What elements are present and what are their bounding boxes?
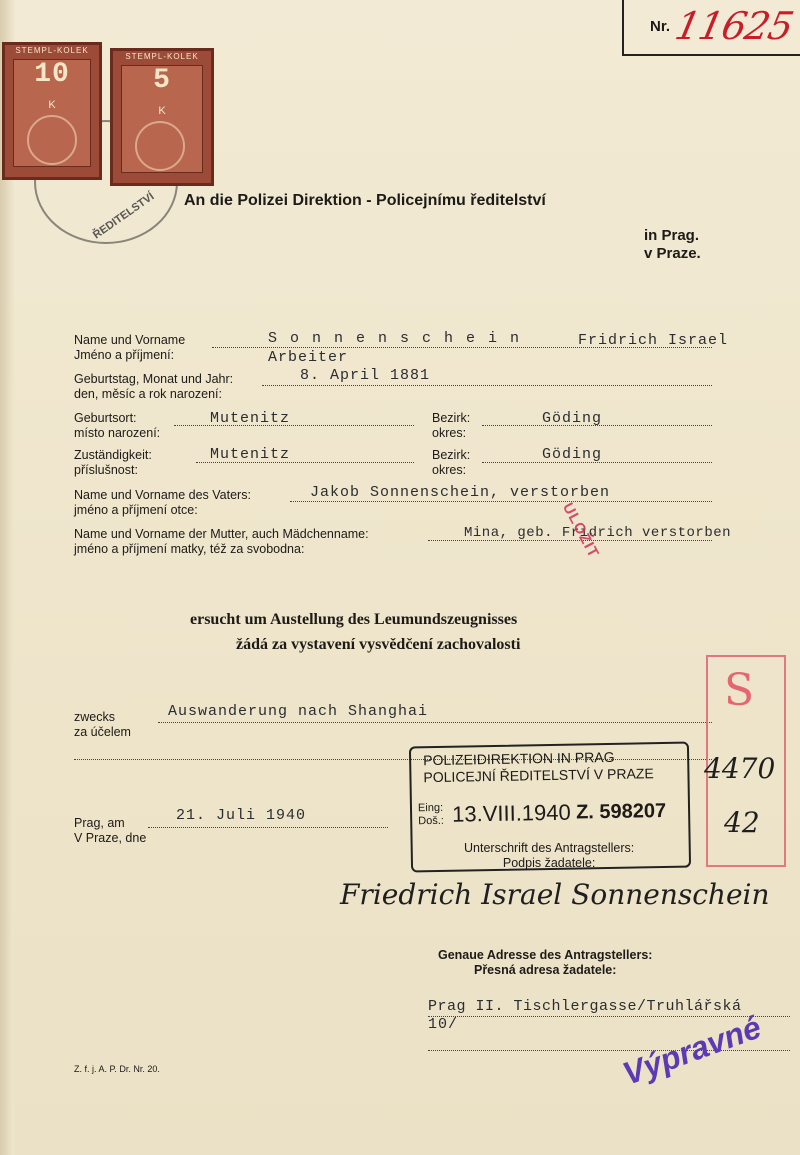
name-forename: Fridrich Israel	[578, 332, 729, 349]
stamp-unit: K	[48, 99, 56, 111]
domicile-district-label: Bezirk: okres:	[432, 448, 471, 477]
place-date-value: 21. Juli 1940	[176, 807, 307, 824]
police-stamp-eing: Eing: Doš.:	[417, 801, 445, 828]
revenue-stamp-10	[2, 42, 102, 180]
father-value: Jakob Sonnenschein, verstorben	[310, 484, 611, 501]
heading-city-de: in Prag.	[644, 227, 700, 244]
birth-value: 8. April 1881	[300, 367, 431, 384]
mother-value: Mina, geb. Fridrich verstorben	[464, 525, 732, 541]
police-stamp-number: Z. 598207	[575, 799, 667, 824]
birthplace-district-label: Bezirk: okres:	[432, 411, 471, 440]
stamp-value: 10	[34, 59, 70, 90]
name-label: Name und Vorname Jméno a příjmení:	[74, 333, 186, 362]
heading-addressee: An die Polizei Direktion - Policejnímu ředitelství	[184, 192, 546, 209]
form-code: Z. f. j. A. P. Dr. Nr. 20.	[74, 1064, 160, 1074]
stamp-seal-icon	[135, 121, 185, 171]
stamp-seal-icon	[27, 115, 77, 165]
stamp-header: STEMPL-KOLEK	[15, 46, 89, 55]
diagonal-stamp: ULOŽIT	[558, 500, 603, 562]
address-value-2: 10/	[428, 1016, 459, 1033]
number-label: Nr.	[650, 18, 671, 35]
vypravne-stamp: Výpravné	[618, 1008, 766, 1092]
signature-label: Unterschrift des Antragstellers: Podpis žadatele:	[464, 841, 635, 870]
stamp-value: 5	[153, 65, 171, 96]
birth-line	[262, 385, 712, 386]
mother-label: Name und Vorname der Mutter, auch Mädchenname: jméno a příjmení matky, též za svobodna:	[74, 527, 369, 556]
name-surname: Sonnenschein	[268, 330, 533, 347]
police-stamp-date: 13.VIII.1940	[451, 799, 571, 827]
birthplace-district-value: Göding	[542, 410, 603, 427]
red-box-number-2: 42	[724, 806, 760, 839]
request-line-de: ersucht um Austellung des Leumundszeugnisses	[190, 611, 518, 628]
domicile-label: Zuständigkeit: příslušnost:	[74, 448, 152, 477]
place-date-line	[148, 827, 388, 828]
revenue-stamp-5	[110, 48, 214, 186]
address-value-1: Prag II. Tischlergasse/Truhlářská	[428, 998, 742, 1015]
red-box-letter: S	[724, 665, 755, 716]
stamp-header: STEMPL-KOLEK	[125, 52, 199, 61]
occupation: Arbeiter	[268, 349, 349, 366]
address-label: Genaue Adresse des Antragstellers: Přesná adresa žadatele:	[438, 948, 653, 977]
place-date-label: Prag, am V Praze, dne	[74, 816, 147, 845]
police-stamp-line1: POLIZEIDIREKTION IN PRAG	[423, 748, 615, 769]
birthplace-value: Mutenitz	[210, 410, 291, 427]
father-label: Name und Vorname des Vaters: jméno a příjmení otce:	[74, 488, 251, 517]
domicile-value: Mutenitz	[210, 446, 291, 463]
heading-city-cz: v Praze.	[644, 245, 701, 262]
request-line-cz: žádá za vystavení vysvědčení zachovalosti	[236, 636, 521, 653]
birthplace-label: Geburtsort: místo narození:	[74, 411, 161, 440]
stamp-unit: K	[158, 105, 166, 117]
signature-value: Friedrich Israel Sonnenschein	[340, 878, 770, 911]
postmark-text: ŘEDITELSTVÍ	[91, 190, 157, 242]
domicile-district-value: Göding	[542, 446, 603, 463]
police-stamp-line2: POLICEJNÍ ŘEDITELSTVÍ V PRAZE	[423, 765, 654, 786]
father-line	[290, 501, 712, 502]
purpose-value: Auswanderung nach Shanghai	[168, 703, 429, 720]
purpose-label: zwecks za účelem	[74, 710, 131, 739]
red-box-number-1: 4470	[704, 752, 776, 785]
number-value: 11625	[671, 4, 797, 48]
birth-label: Geburtstag, Monat und Jahr: den, měsíc a rok narození:	[74, 372, 234, 401]
purpose-line	[158, 722, 712, 723]
